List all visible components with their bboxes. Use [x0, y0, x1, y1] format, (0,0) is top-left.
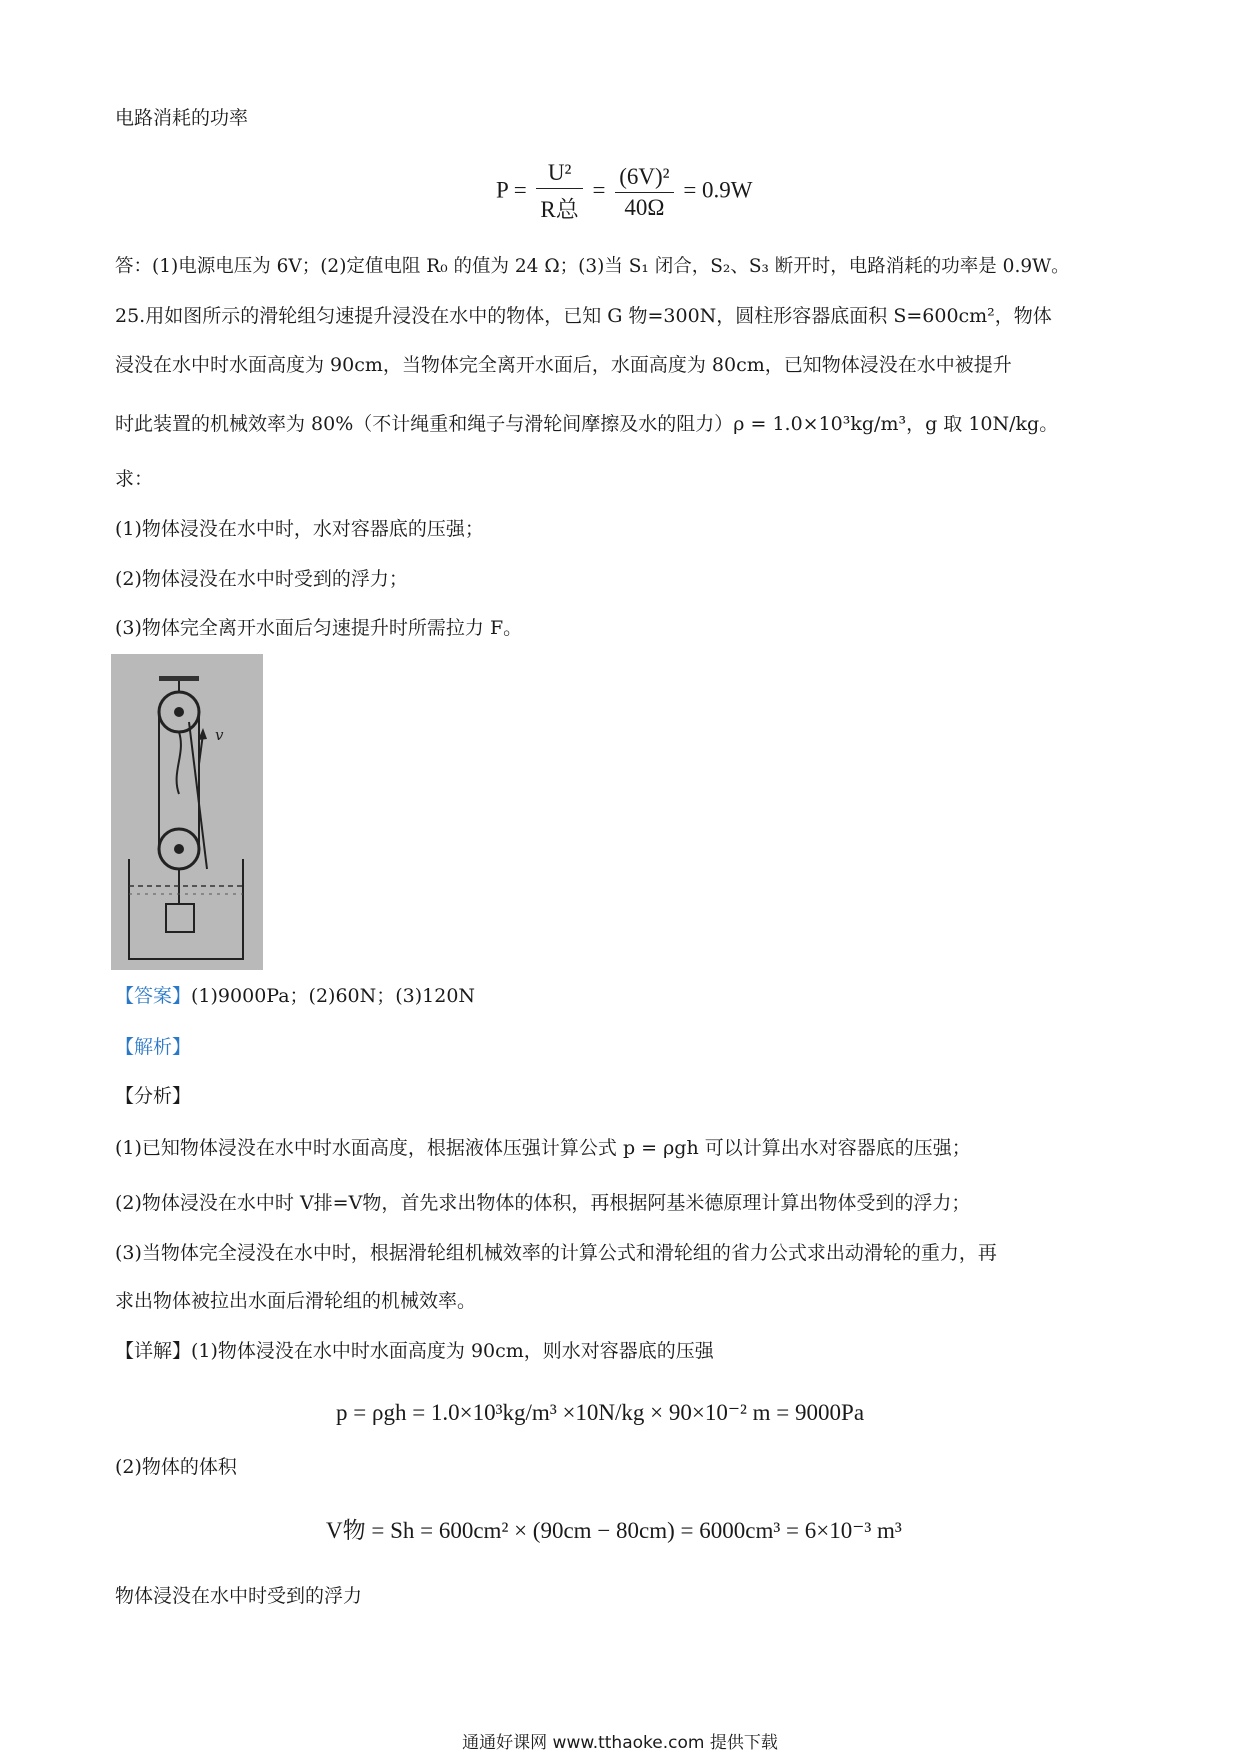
equals-sign: = [592, 177, 606, 203]
answer-tag: 【答案】 [115, 985, 192, 1007]
fraction-numerator: U² [536, 160, 582, 189]
equation-lhs: P = [496, 177, 527, 203]
question-25-line: 25.用如图所示的滑轮组匀速提升浸没在水中的物体，已知 G 物=300N，圆柱形容器底面积 S=600cm²，物体 [115, 305, 1052, 327]
pressure-equation: p = ρgh = 1.0×10³kg/m³ ×10N/kg × 90×10⁻² m = 9000Pa [336, 1400, 865, 1425]
detail-line: (2)物体的体积 [115, 1456, 237, 1478]
detail-line: 【详解】(1)物体浸没在水中时水面高度为 90cm，则水对容器底的压强 [115, 1340, 714, 1362]
question-25-line: 时此装置的机械效率为 80%（不计绳重和绳子与滑轮间摩擦及水的阻力）ρ = 1.0×10³kg/m³，g 取 10N/kg。 [115, 413, 1059, 435]
fenxi-tag: 【分析】 [115, 1085, 192, 1107]
question-25-line: 浸没在水中时水面高度为 90cm，当物体完全离开水面后，水面高度为 80cm，已知物体浸没在水中被提升 [115, 354, 1012, 376]
fraction-numerator: (6V)² [615, 164, 673, 193]
pulley-axle [174, 707, 184, 717]
question-ask: 求： [115, 468, 154, 490]
pulley-axle [174, 844, 184, 854]
fraction [536, 160, 582, 224]
analysis-line: 求出物体被拉出水面后滑轮组的机械效率。 [115, 1290, 477, 1312]
fraction [615, 164, 673, 221]
fraction-denominator: R总 [540, 197, 579, 222]
analysis-tag: 【解析】 [115, 1036, 192, 1058]
answer-line [115, 985, 475, 1008]
previous-answer: 答：(1)电源电压为 6V；(2)定值电阻 R₀ 的值为 24 Ω；(3)当 S₁ 闭合，S₂、S₃ 断开时，电路消耗的功率是 0.9W。 [115, 256, 1070, 277]
detail-line: 物体浸没在水中时受到的浮力 [115, 1585, 363, 1607]
text-line: 电路消耗的功率 [115, 107, 249, 129]
analysis-line: (2)物体浸没在水中时 V排=V物，首先求出物体的体积，再根据阿基米德原理计算出物体受到的浮力； [115, 1192, 971, 1214]
figure-background [111, 654, 263, 970]
page-footer: 通通好课网 www.tthaoke.com 提供下载 [462, 1733, 778, 1753]
fraction-denominator: 40Ω [624, 194, 665, 220]
power-equation [496, 160, 753, 224]
volume-equation: V物 = Sh = 600cm² × (90cm − 80cm) = 6000cm³ = 6×10⁻³ m³ [326, 1518, 902, 1543]
analysis-line: (1)已知物体浸没在水中时水面高度，根据液体压强计算公式 p = ρgh 可以计算出水对容器底的压强； [115, 1137, 971, 1159]
answer-text: (1)9000Pa；(2)60N；(3)120N [191, 985, 476, 1007]
velocity-label: v [215, 726, 224, 744]
sub-question: (1)物体浸没在水中时，水对容器底的压强； [115, 518, 484, 540]
sub-question: (2)物体浸没在水中时受到的浮力； [115, 568, 408, 590]
analysis-line: (3)当物体完全浸没在水中时，根据滑轮组机械效率的计算公式和滑轮组的省力公式求出动滑轮的重力，再 [115, 1242, 997, 1264]
pulley-figure [111, 654, 263, 970]
ceiling-mount [159, 676, 199, 681]
sub-question: (3)物体完全离开水面后匀速提升时所需拉力 F。 [115, 617, 523, 639]
equation-rhs: = 0.9W [683, 177, 753, 203]
